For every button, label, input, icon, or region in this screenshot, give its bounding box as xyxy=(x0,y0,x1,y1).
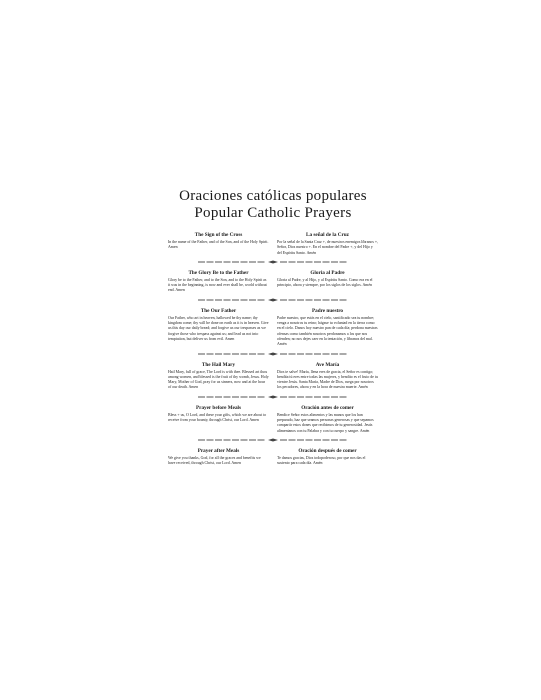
english-prayer-text: Hail Mary, full of grace, The Lord is with thee. Blessed art thou among women, and blessed is the fruit of thy womb, Jesus. Holy Mary, Mother of God, pray for us sinners, now and at the hour of our death. Amen xyxy=(168,369,269,390)
english-column xyxy=(168,405,269,434)
english-prayer-text: Bless + us, O Lord, and these your gifts, which we are about to receive from your bounty, through Christ, our Lord. Amen xyxy=(168,412,267,423)
ornamental-divider xyxy=(168,438,378,443)
prayer-section xyxy=(168,448,378,467)
english-prayer-title: The Our Father xyxy=(200,307,237,314)
english-prayer-text: Glory be to the Father, and to the Son, and to the Holy Spirit as it was in the beginning, is now and ever shall be, world without end. Amen xyxy=(168,277,267,293)
ornamental-divider xyxy=(168,395,378,400)
prayer-section xyxy=(168,308,378,348)
english-prayer-title: Prayer after Meals xyxy=(197,447,240,454)
english-prayer-title: The Hail Mary xyxy=(201,361,236,368)
english-column xyxy=(168,308,269,348)
english-column xyxy=(168,448,269,467)
english-column xyxy=(168,362,269,391)
english-column xyxy=(168,232,269,256)
english-column xyxy=(168,270,269,294)
flourish-icon xyxy=(198,298,348,302)
spanish-column xyxy=(277,362,378,391)
english-prayer-text: We give you thanks, God, for all the graces and benefits we have received, through Christ, our Lord. Amen xyxy=(168,455,261,466)
spanish-prayer-text: Dios te salve! María, llena eres de gracia, el Señor es contigo; bendita tú eres entre todas las mujeres, y bendito es el fruto de tu vientre Jesús. Santa María, Madre de Dios, ruega por nosotros los pecadores, ahora y en la hora de nuestra muerte. Amén xyxy=(277,369,378,390)
prayer-row xyxy=(168,362,378,391)
page-title xyxy=(168,188,378,222)
prayer-row xyxy=(168,232,378,256)
english-prayer-title: Prayer before Meals xyxy=(195,404,242,411)
ornamental-divider xyxy=(168,298,378,303)
prayer-section xyxy=(168,362,378,391)
prayer-row xyxy=(168,405,378,434)
spanish-column xyxy=(277,405,378,434)
spanish-prayer-title: Ave María xyxy=(315,361,340,368)
prayer-section xyxy=(168,270,378,294)
prayer-section xyxy=(168,405,378,434)
title-english: Popular Catholic Prayers xyxy=(194,205,352,221)
spanish-prayer-title: Oración antes de comer xyxy=(301,404,354,411)
flourish-icon xyxy=(198,260,348,264)
flourish-icon xyxy=(198,395,348,399)
flourish-icon xyxy=(198,352,348,356)
spanish-prayer-text: Padre nuestro, que estás en el cielo, santificado sea tu nombre; venga a nosotros tu reino; hágase tu voluntad en la tierra como en el cielo. Danos hoy nuestro pan de cada día; perdona nuestras ofensas como también nosotros perdonamos a los que nos ofenden; no nos dejes caer en la tentación, y líbranos del mal. Amén xyxy=(277,315,378,347)
ornamental-divider xyxy=(168,260,378,265)
spanish-column xyxy=(277,232,378,256)
flourish-icon xyxy=(198,438,348,442)
prayer-row xyxy=(168,448,378,467)
english-prayer-title: The Glory Be to the Father xyxy=(188,269,249,276)
spanish-prayer-title: Oración después de comer xyxy=(298,447,357,454)
prayer-row xyxy=(168,270,378,294)
prayer-row xyxy=(168,308,378,348)
prayer-list xyxy=(168,232,378,467)
spanish-column xyxy=(277,270,378,294)
prayer-card xyxy=(168,188,378,467)
spanish-prayer-title: Gloria al Padre xyxy=(310,269,345,276)
spanish-prayer-text: Gloria al Padre, y al Hijo, y al Espíritu Santo. Como era en el principio, ahora y siempre, por los siglos de los siglos. Amén xyxy=(277,277,373,288)
english-prayer-title: The Sign of the Cross xyxy=(194,232,243,238)
spanish-column xyxy=(277,308,378,348)
spanish-prayer-text: Por la señal de la Santa Cruz +, de nuestros enemigos líbranos +, Señor, Dios nuestro +. En el nombre del Padre +, y del Hijo y del Espíritu Santo. Amén xyxy=(277,240,378,255)
spanish-prayer-title: La señal de la Cruz xyxy=(306,232,349,238)
spanish-column xyxy=(277,448,378,467)
spanish-prayer-text: Te damos gracias, Dios todopoderoso, por que nos das el sustento para cada día. Amén xyxy=(277,455,366,466)
title-spanish: Oraciones católicas populares xyxy=(179,188,367,204)
prayer-section xyxy=(168,232,378,256)
english-prayer-text: In the name of the Father, and of the Son, and of the Holy Spirit. Amen xyxy=(168,240,269,250)
ornamental-divider xyxy=(168,352,378,357)
english-prayer-text: Our Father, who art in heaven, hallowed be thy name; thy kingdom come; thy will be done on earth as it is in heaven. Give us this day our daily bread; and forgive us our trespasses as we forgive those who trespass against us; and lead us not into temptation, but deliver us from evil. Amen xyxy=(168,315,269,341)
spanish-prayer-title: Padre nuestro xyxy=(311,307,344,314)
spanish-prayer-text: Bendice Señor estos alimentos y las manos que los han preparado, haz que seamos personas generosas y que sepamos compartir estos dones que recibimos de tu generosidad. Jesús alimentanos con tu Palabra y con tu cuerpo y sangre. Amén xyxy=(277,412,374,433)
